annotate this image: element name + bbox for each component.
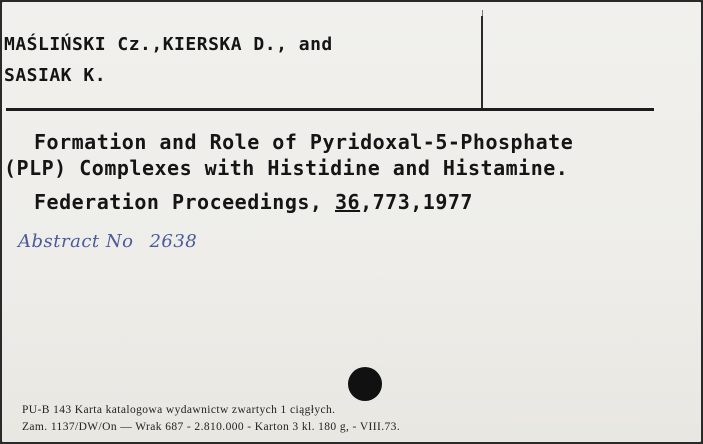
header-rule: [6, 108, 654, 111]
authors-line-1: MAŚLIŃSKI Cz.,KIERSKA D., and: [4, 34, 333, 55]
vertical-rule: [481, 16, 483, 110]
authors-line-2: SASIAK K.: [4, 65, 107, 86]
footer-line-1: PU-B 143 Karta katalogowa wydawnictw zwartych 1 ciągłych.: [22, 404, 336, 416]
title-line-2: (PLP) Complexes with Histidine and Histamine.: [4, 156, 569, 180]
source-pages: ,773,1977: [360, 190, 473, 214]
source-volume: 36: [334, 190, 361, 214]
handwritten-number: 2638: [149, 231, 198, 252]
footer-line-2: Zam. 1137/DW/On — Wrak 687 - 2.810.000 - Karton 3 kl. 180 g, - VIII.73.: [22, 421, 401, 433]
source-journal: Federation Proceedings,: [34, 190, 335, 214]
title-line-1: Formation and Role of Pyridoxal-5-Phosphate: [34, 130, 574, 154]
punch-hole: [348, 367, 382, 401]
source-citation: [34, 190, 473, 214]
handwritten-label: Abstract No: [18, 231, 134, 252]
handwritten-note: [18, 231, 197, 252]
